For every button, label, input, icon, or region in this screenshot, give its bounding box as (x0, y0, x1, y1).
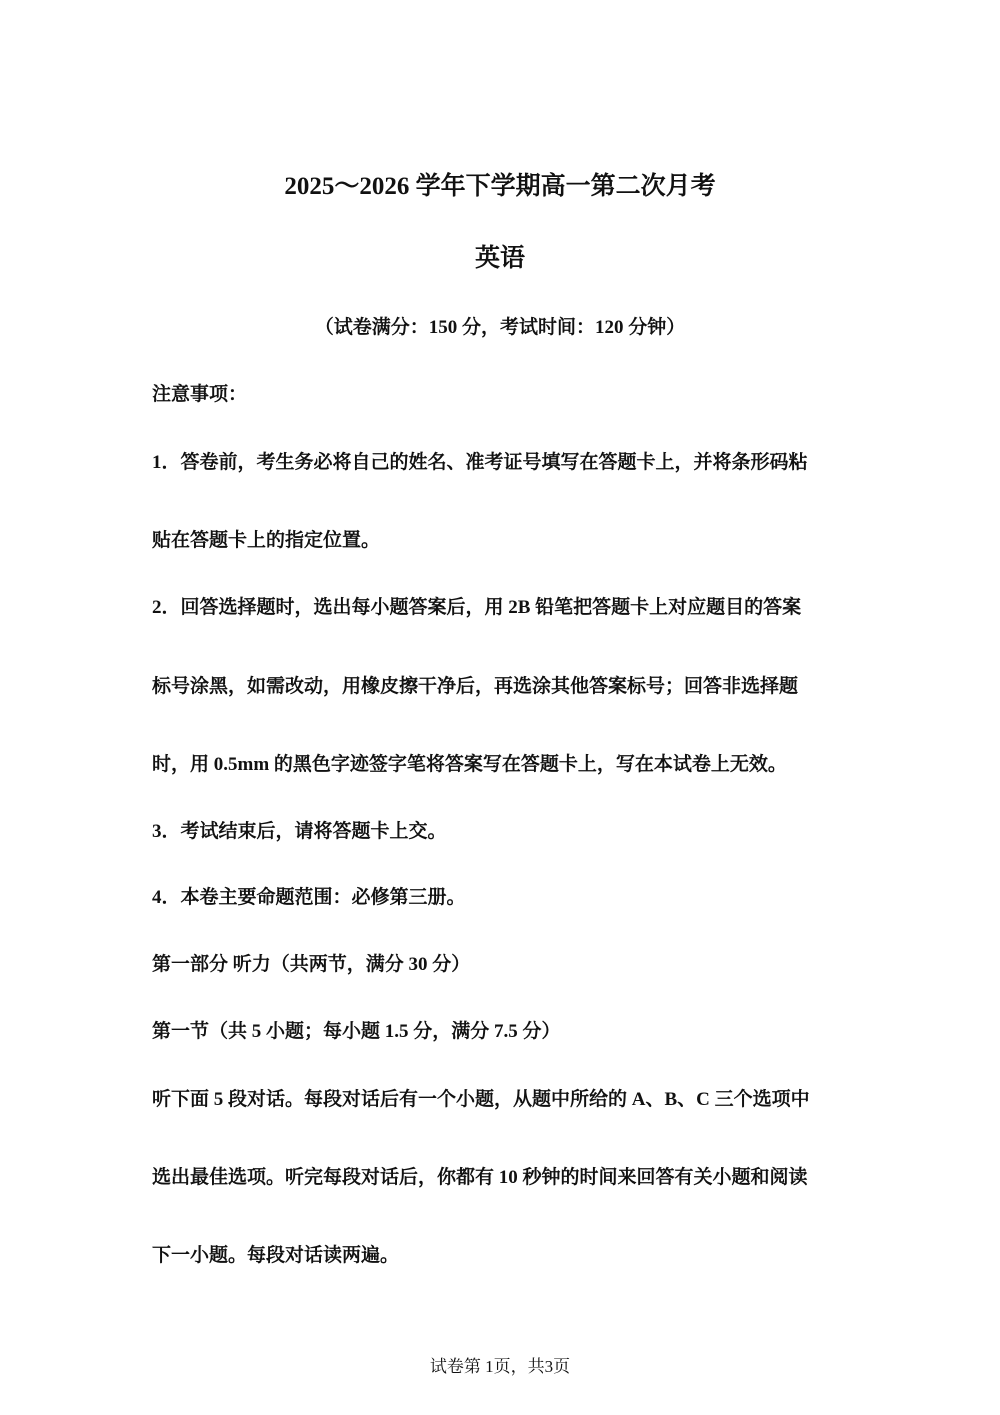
notice-line-3: 2．回答选择题时，选出每小题答案后，用 2B 铅笔把答题卡上对应题目的答案 (152, 597, 802, 618)
notice-line-7: 4．本卷主要命题范围：必修第三册。 (152, 887, 466, 908)
section-heading: 第一节（共 5 小题；每小题 1.5 分，满分 7.5 分） (152, 1021, 561, 1042)
exam-info: （试卷满分：150 分，考试时间：120 分钟） (314, 317, 686, 338)
subject-title: 英语 (474, 245, 525, 272)
notice-heading: 注意事项： (152, 384, 248, 405)
instruction-line-2: 选出最佳选项。听完每段对话后，你都有 10 秒钟的时间来回答有关小题和阅读 (152, 1167, 808, 1188)
page-footer: 试卷第 1页，共3页 (429, 1357, 571, 1376)
notice-line-4: 标号涂黑，如需改动，用橡皮擦干净后，再选涂其他答案标号；回答非选择题 (152, 676, 799, 697)
notice-line-2: 贴在答题卡上的指定位置。 (152, 530, 381, 551)
notice-line-5: 时，用 0.5mm 的黑色字迹签字笔将答案写在答题卡上，写在本试卷上无效。 (152, 754, 787, 775)
notice-line-1: 1．答卷前，考生务必将自己的姓名、准考证号填写在答题卡上，并将条形码粘 (152, 452, 808, 473)
instruction-line-1: 听下面 5 段对话。每段对话后有一个小题，从题中所给的 A、B、C 三个选项中 (152, 1089, 810, 1110)
instruction-line-3: 下一小题。每段对话读两遍。 (152, 1245, 400, 1266)
part-heading: 第一部分 听力（共两节，满分 30 分） (152, 954, 471, 975)
exam-title: 2025～2026 学年下学期高一第二次月考 (284, 173, 716, 200)
notice-line-6: 3．考试结束后，请将答题卡上交。 (152, 821, 447, 842)
